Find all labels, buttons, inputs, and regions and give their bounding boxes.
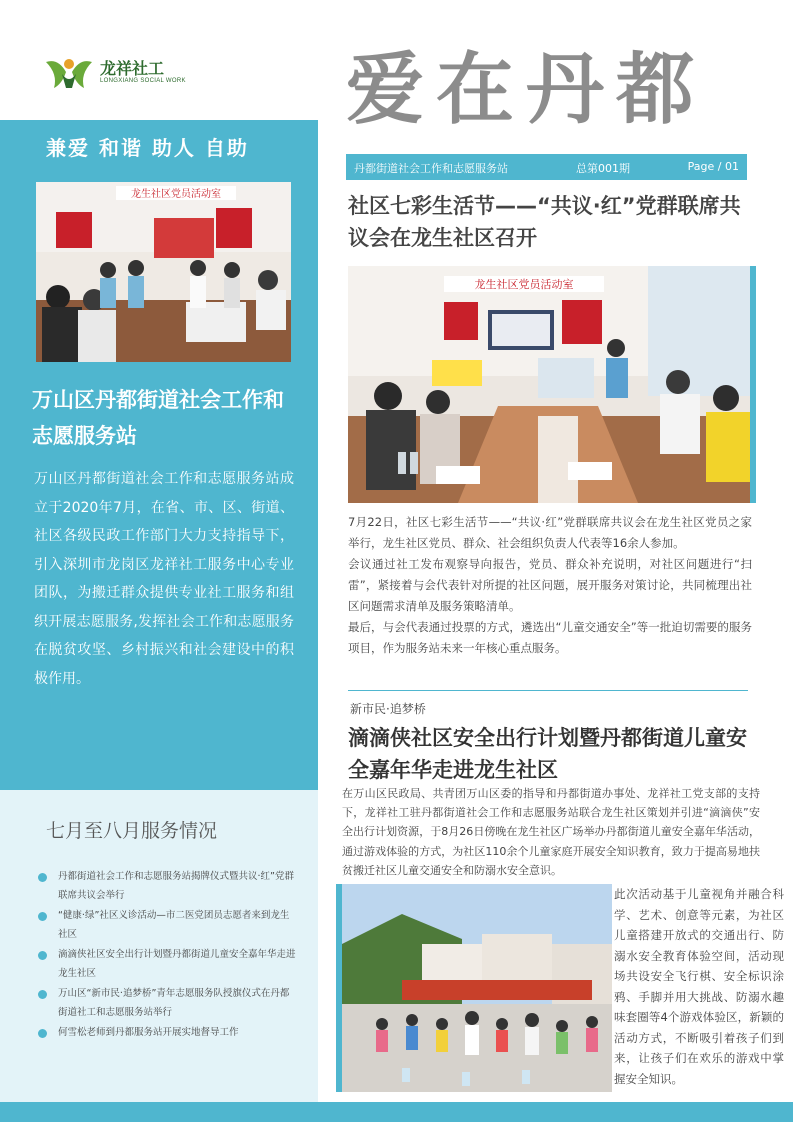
- section-divider: [348, 690, 748, 691]
- service-item: 万山区“新市民·追梦桥”青年志愿服务队授旗仪式在丹都街道社工和志愿服务站举行: [38, 985, 298, 1022]
- bullet-dot-icon: [38, 951, 47, 960]
- meeting-photo-small-image: [36, 182, 291, 362]
- article2-tag: 新市民·追梦桥: [350, 702, 426, 716]
- issue-number: 总第001期: [576, 162, 630, 175]
- station-intro: 万山区丹都街道社会工作和志愿服务站成立于2020年7月，在省、市、区、街道、社区各级民政工作部门大力支持指导下，引入深圳市龙岗区龙祥社工服务中心专业团队，为搬迁群众提供专业社工服务和组织开展志愿服务,发挥社会工作和志愿服务在脱贫攻坚、乡村振兴和社会建设中的积极作用。: [34, 471, 294, 687]
- station-title: 万山区丹都街道社会工作和志愿服务站: [32, 388, 284, 448]
- service-item: “健康·绿”社区义诊活动—市二医党团员志愿者来到龙生社区: [38, 907, 298, 944]
- service-item: 滴滴侠社区安全出行计划暨丹都街道儿童安全嘉年华走进龙生社区: [38, 946, 298, 983]
- article1-paragraph: 7月22日，社区七彩生活节——“共议·红”党群联席共议会在龙生社区党员之家举行，龙生社区党员、群众、社会组织负责人代表等16余人参加。: [348, 515, 752, 550]
- photo-accent-bar: [750, 266, 756, 503]
- service-item: 丹都街道社会工作和志愿服务站揭牌仪式暨共议·红”党群联席共议会举行: [38, 868, 298, 905]
- services-list: [38, 868, 298, 1045]
- brand-name-cn: 龙祥社工: [100, 59, 165, 78]
- motto: 兼爱 和谐 助人 自助: [46, 136, 249, 160]
- kids-activity-photo: [342, 884, 612, 1092]
- article2-body: 在万山区民政局、共青团万山区委的指导和丹都街道办事处、龙祥社工党支部的支持下，龙祥社工驻丹都街道社会工作和志愿服务站联合龙生社区策划并引进“滴滴侠”安全出行计划资源，于8月26日傍晚在龙生社区广场举办丹都街道儿童安全嘉年华活动，通过游戏体验的方式，为社区110余个儿童家庭开展安全知识教育，致力于提高易地扶贫搬迁社区儿童交通安全和防溺水安全意识。: [342, 787, 760, 877]
- photo-banner-text: 龙生社区党员活动室: [474, 278, 574, 291]
- article1-paragraph: 会议通过社工发布观察导向报告，党员、群众补充说明，对社区问题进行“扫雷”，紧接着与会代表针对所提的社区问题，展开服务对策讨论，共同梳理出社区问题需求清单及服务策略清单。: [348, 557, 752, 613]
- services-title: 七月至八月服务情况: [46, 820, 218, 842]
- bullet-dot-icon: [38, 912, 47, 921]
- article2-side-text: 此次活动基于儿童视角并融合科学、艺术、创意等元素，为社区儿童搭建开放式的交通出行、防溺水安全教育体验空间，活动现场共设安全飞行棋、安全标识涂鸦、手脚并用大挑战、防溺水趣味套圈等4个游戏体验区，新颖的活动方式，不断吸引着孩子们到来，让孩子们在欢乐的游戏中掌握安全知识。: [614, 887, 784, 1086]
- bullet-dot-icon: [38, 990, 47, 999]
- article1-paragraph: 最后，与会代表通过投票的方式，遴选出“儿童交通安全”等一批迫切需要的服务项目，作为服务站未来一年核心重点服务。: [348, 620, 752, 655]
- article1-title: 社区七彩生活节——“共议·红”党群联席共议会在龙生社区召开: [348, 194, 741, 250]
- article1-body: [348, 512, 752, 659]
- issue-bar: [346, 154, 747, 180]
- issue-org: 丹都街道社会工作和志愿服务站: [354, 162, 508, 175]
- meeting-photo-large: [348, 266, 756, 503]
- footer-bar: [0, 1102, 793, 1122]
- issue-page: Page / 01: [687, 160, 739, 173]
- brand-name-en: LONGXIANG SOCIAL WORK: [100, 78, 186, 84]
- logo-area: [0, 0, 318, 120]
- bullet-dot-icon: [38, 1029, 47, 1038]
- article2-title: 滴滴侠社区安全出行计划暨丹都街道儿童安全嘉年华走进龙生社区: [348, 726, 747, 782]
- svg-text:龙生社区党员活动室: 龙生社区党员活动室: [131, 189, 221, 200]
- service-item: 何雪松老师到丹都服务站开展实地督导工作: [38, 1024, 298, 1043]
- masthead-title: 爱在丹都: [346, 45, 707, 135]
- kids-activity-photo-image: [342, 884, 612, 1092]
- meeting-photo-large-image: [348, 266, 756, 503]
- brand-logo: [44, 54, 186, 90]
- bullet-dot-icon: [38, 873, 47, 882]
- brand-logo-icon: [44, 54, 94, 90]
- meeting-photo-small: [36, 182, 291, 362]
